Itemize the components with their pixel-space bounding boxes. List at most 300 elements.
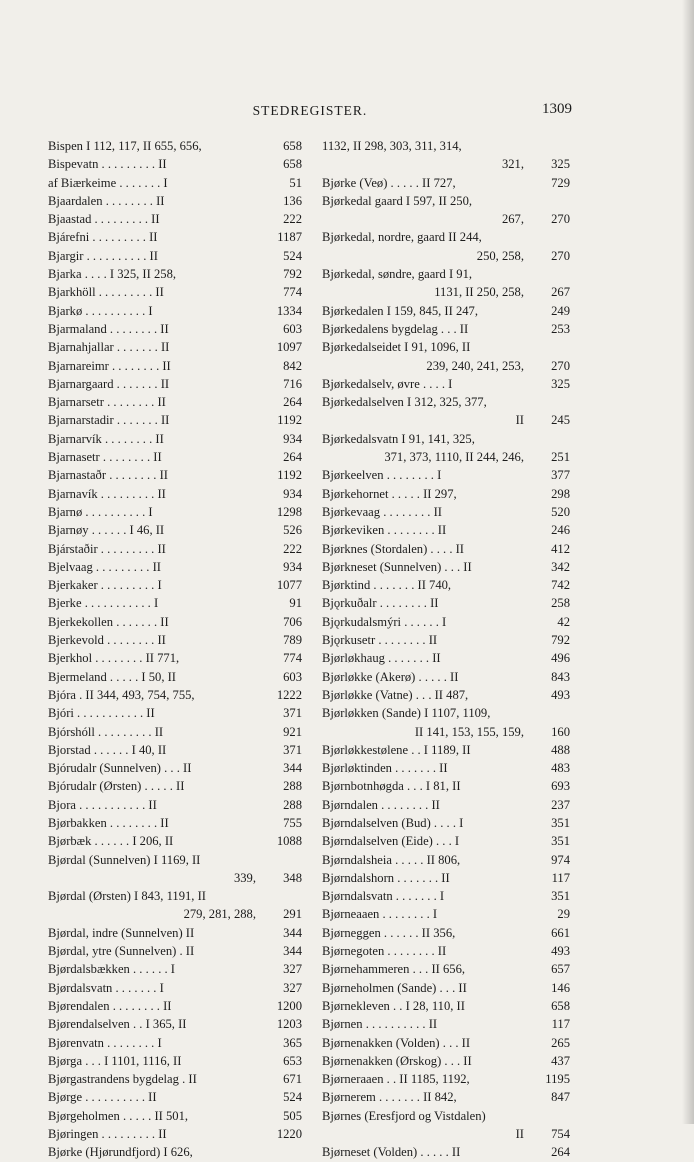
index-entry xyxy=(322,1088,570,1106)
index-entry xyxy=(48,283,302,301)
entry-page-ref: 327 xyxy=(283,962,302,977)
entry-text: Bjerke . . . . . . . . . . . I xyxy=(48,596,159,611)
page-number: 1309 xyxy=(542,101,572,117)
index-column-right xyxy=(322,137,570,1162)
entry-text: 371, 373, 1110, II 244, 246, xyxy=(384,450,524,465)
entry-text: Bjarkø . . . . . . . . . . I xyxy=(48,303,153,318)
entry-page-ref: 789 xyxy=(283,633,302,648)
entry-text: Bjørkneset (Sunnelven) . . . II xyxy=(322,559,472,574)
entry-page-ref: 1334 xyxy=(276,303,302,318)
entry-page-ref: 792 xyxy=(283,267,302,282)
entry-page-ref: 483 xyxy=(551,761,570,776)
index-entry xyxy=(322,137,570,155)
entry-page-ref: 348 xyxy=(283,870,302,885)
entry-page-ref: 246 xyxy=(551,523,570,538)
entry-page-ref: 344 xyxy=(283,944,302,959)
entry-page-ref: 653 xyxy=(283,1053,302,1068)
entry-page-ref: 526 xyxy=(283,523,302,538)
entry-page-ref: 265 xyxy=(551,1035,570,1050)
index-entry xyxy=(48,485,302,503)
entry-text: Bjørnbotnhøgda . . . I 81, II xyxy=(322,779,461,794)
index-entry xyxy=(48,1052,302,1070)
entry-text: Bjørndalshorn . . . . . . . II xyxy=(322,870,450,885)
entry-page-ref: 657 xyxy=(551,962,570,977)
index-entry xyxy=(322,283,570,301)
entry-text: Bjarkhöll . . . . . . . . . II xyxy=(48,285,164,300)
index-entry xyxy=(48,613,302,631)
index-entry xyxy=(48,777,302,795)
entry-page-ref: 774 xyxy=(283,651,302,666)
index-entry xyxy=(322,1070,570,1088)
entry-text: Bjora . . . . . . . . . . . II xyxy=(48,797,157,812)
index-entry xyxy=(48,979,302,997)
entry-page-ref: 270 xyxy=(551,358,570,373)
index-entry xyxy=(322,979,570,997)
index-entry xyxy=(322,1052,570,1070)
index-entry xyxy=(322,430,570,448)
index-entry xyxy=(48,997,302,1015)
entry-page-ref: 488 xyxy=(551,742,570,757)
index-entry xyxy=(322,997,570,1015)
index-entry xyxy=(322,668,570,686)
index-entry xyxy=(322,302,570,320)
entry-text: Bjørndalselven (Eide) . . . I xyxy=(322,834,460,849)
entry-page-ref: 1077 xyxy=(276,578,302,593)
entry-text: Bispevatn . . . . . . . . . II xyxy=(48,157,167,172)
entry-page-ref: 412 xyxy=(551,541,570,556)
entry-text: Bjørløkkestølene . . I 1189, II xyxy=(322,742,471,757)
index-entry xyxy=(48,540,302,558)
entry-page-ref: 671 xyxy=(283,1072,302,1087)
index-entry xyxy=(48,649,302,667)
entry-text: Bjørneset (Volden) . . . . . II xyxy=(322,1145,461,1160)
entry-text: Bjørke (Hjørundfjord) I 626, xyxy=(48,1145,193,1160)
index-entry xyxy=(322,265,570,283)
index-entry xyxy=(322,540,570,558)
entry-page-ref: 117 xyxy=(551,1017,570,1032)
index-entry xyxy=(322,521,570,539)
entry-page-ref: 253 xyxy=(551,321,570,336)
entry-page-ref: 222 xyxy=(283,212,302,227)
entry-page-ref: 245 xyxy=(551,413,570,428)
entry-page-ref: 1298 xyxy=(276,504,302,519)
index-entry xyxy=(322,357,570,375)
entry-text: Bjørneggen . . . . . . II 356, xyxy=(322,925,456,940)
index-entry xyxy=(48,594,302,612)
entry-page-ref: 270 xyxy=(551,248,570,263)
entry-page-ref: 603 xyxy=(283,321,302,336)
entry-page-ref: 524 xyxy=(283,248,302,263)
index-entry xyxy=(322,1015,570,1033)
entry-page-ref: 344 xyxy=(283,925,302,940)
entry-page-ref: 742 xyxy=(551,578,570,593)
entry-text: Bjørnerem . . . . . . . II 842, xyxy=(322,1090,457,1105)
entry-text: 239, 240, 241, 253, xyxy=(426,358,524,373)
entry-page-ref: 524 xyxy=(283,1090,302,1105)
index-entry xyxy=(322,704,570,722)
entry-page-ref: 251 xyxy=(551,450,570,465)
index-entry xyxy=(322,686,570,704)
entry-page-ref: 1192 xyxy=(277,468,302,483)
entry-text: Bjørløktinden . . . . . . . II xyxy=(322,761,448,776)
entry-text: Bjerkhol . . . . . . . . II 771, xyxy=(48,651,180,666)
entry-text: Bjørkehornet . . . . . II 297, xyxy=(322,486,457,501)
entry-page-ref: 658 xyxy=(551,998,570,1013)
entry-text: Bjørdal (Sunnelven) I 1169, II xyxy=(48,852,201,867)
entry-text: Bjørdal, ytre (Sunnelven) . II xyxy=(48,944,195,959)
index-entry xyxy=(48,210,302,228)
index-entry xyxy=(48,576,302,594)
index-entry xyxy=(48,869,302,887)
index-entry xyxy=(322,594,570,612)
entry-page-ref: 264 xyxy=(551,1145,570,1160)
entry-text: Bjarnarsetr . . . . . . . . II xyxy=(48,395,166,410)
entry-text: Bjørbæk . . . . . . I 206, II xyxy=(48,834,174,849)
index-entry xyxy=(322,741,570,759)
entry-text: Bjørkedalselven I 312, 325, 377, xyxy=(322,395,487,410)
entry-text: Bjerkekollen . . . . . . . II xyxy=(48,614,169,629)
entry-text: Bjarnavík . . . . . . . . . II xyxy=(48,486,166,501)
entry-page-ref: 258 xyxy=(551,596,570,611)
entry-text: Bjørnes (Eresfjord og Vistdalen) xyxy=(322,1108,486,1123)
entry-text: Bjørløkken (Sande) I 1107, 1109, xyxy=(322,706,491,721)
entry-page-ref: 351 xyxy=(551,889,570,904)
entry-text: Bjørknes (Stordalen) . . . . II xyxy=(322,541,464,556)
entry-page-ref: 342 xyxy=(551,559,570,574)
entry-text: Bjørgastrandens bygdelag . II xyxy=(48,1072,197,1087)
index-entry xyxy=(322,174,570,192)
entry-page-ref: 377 xyxy=(551,468,570,483)
index-entry xyxy=(48,265,302,283)
index-entry xyxy=(322,814,570,832)
entry-page-ref: 237 xyxy=(551,797,570,812)
entry-page-ref: 934 xyxy=(283,559,302,574)
index-entry xyxy=(322,723,570,741)
entry-page-ref: 754 xyxy=(551,1127,570,1142)
entry-page-ref: 658 xyxy=(283,139,302,153)
index-entry xyxy=(48,357,302,375)
index-entry xyxy=(322,777,570,795)
entry-text: Bjørnehammeren . . . II 656, xyxy=(322,962,466,977)
entry-page-ref: 437 xyxy=(551,1053,570,1068)
index-entry xyxy=(48,832,302,850)
entry-text: Bjørdalsbækken . . . . . . I xyxy=(48,962,175,977)
entry-page-ref: 934 xyxy=(283,486,302,501)
entry-text: II xyxy=(515,413,524,428)
entry-page-ref: 847 xyxy=(551,1090,570,1105)
entry-text: Bjørkeviken . . . . . . . . II xyxy=(322,523,447,538)
entry-text: Bjarnastaðr . . . . . . . . II xyxy=(48,468,168,483)
index-entry xyxy=(48,723,302,741)
index-entry xyxy=(48,1107,302,1125)
entry-text: Bjarnasetr . . . . . . . . II xyxy=(48,450,162,465)
entry-page-ref: 792 xyxy=(551,633,570,648)
entry-text: Bjørnen . . . . . . . . . . II xyxy=(322,1017,438,1032)
entry-text: Bjørndalsheia . . . . . II 806, xyxy=(322,852,461,867)
entry-page-ref: 729 xyxy=(551,175,570,190)
entry-text: 250, 258, xyxy=(476,248,524,263)
entry-page-ref: 1220 xyxy=(276,1127,302,1142)
index-entry xyxy=(322,192,570,210)
entry-page-ref: 1097 xyxy=(276,340,302,355)
entry-page-ref: 146 xyxy=(551,980,570,995)
entry-text: Bjermeland . . . . . I 50, II xyxy=(48,669,177,684)
index-entry xyxy=(48,448,302,466)
entry-page-ref: 267 xyxy=(551,285,570,300)
entry-page-ref: 42 xyxy=(557,614,570,629)
index-entry xyxy=(48,155,302,173)
entry-text: 1131, II 250, 258, xyxy=(434,285,524,300)
entry-text: Bjørkedalseidet I 91, 1096, II xyxy=(322,340,471,355)
index-entry xyxy=(48,924,302,942)
index-entry xyxy=(322,759,570,777)
index-entry xyxy=(322,924,570,942)
entry-page-ref: 755 xyxy=(283,815,302,830)
entry-text: Bjørkevaag . . . . . . . . II xyxy=(322,504,442,519)
entry-text: Bjørnenakken (Ørskog) . . . II xyxy=(322,1053,472,1068)
entry-text: Bjarnø . . . . . . . . . . I xyxy=(48,504,153,519)
entry-text: Bjørnekleven . . I 28, 110, II xyxy=(322,998,465,1013)
entry-text: Bjørneholmen (Sande) . . . II xyxy=(322,980,467,995)
index-entry xyxy=(322,466,570,484)
entry-text: Bispen I 112, 117, II 655, 656, xyxy=(48,139,202,153)
entry-page-ref: 136 xyxy=(283,193,302,208)
index-entry xyxy=(48,375,302,393)
entry-text: Bjarnøy . . . . . . I 46, II xyxy=(48,523,165,538)
index-entry xyxy=(48,466,302,484)
index-entry xyxy=(322,320,570,338)
index-entry xyxy=(322,1125,570,1143)
entry-text: II xyxy=(515,1127,524,1142)
entry-page-ref: 974 xyxy=(551,852,570,867)
entry-page-ref: 658 xyxy=(283,157,302,172)
index-entry xyxy=(48,851,302,869)
entry-text: Bjørkedalen I 159, 845, II 247, xyxy=(322,303,478,318)
entry-page-ref: 371 xyxy=(283,706,302,721)
entry-page-ref: 1222 xyxy=(276,687,302,702)
index-entry xyxy=(322,887,570,905)
index-entry xyxy=(322,411,570,429)
entry-page-ref: 351 xyxy=(551,815,570,830)
entry-page-ref: 774 xyxy=(283,285,302,300)
entry-text: II 141, 153, 155, 159, xyxy=(414,724,524,739)
entry-text: Bjórudalr (Ørsten) . . . . . II xyxy=(48,779,185,794)
entry-text: Bjørkedalens bygdelag . . . II xyxy=(322,321,469,336)
entry-page-ref: 921 xyxy=(283,724,302,739)
index-entry xyxy=(322,960,570,978)
index-entry xyxy=(48,137,302,155)
index-entry xyxy=(48,942,302,960)
entry-page-ref: 91 xyxy=(289,596,302,611)
entry-text: Bjǫrkudalsmýri . . . . . . I xyxy=(322,614,447,629)
index-entry xyxy=(322,1107,570,1125)
entry-page-ref: 493 xyxy=(551,944,570,959)
page-edge-shadow xyxy=(682,0,694,1124)
index-column-left xyxy=(48,137,302,1162)
running-title: STEDREGISTER. xyxy=(252,103,368,118)
entry-text: Bjørbakken . . . . . . . . II xyxy=(48,815,169,830)
index-entry xyxy=(48,558,302,576)
entry-page-ref: 117 xyxy=(551,870,570,885)
entry-text: Bjǫrkusetr . . . . . . . . II xyxy=(322,633,438,648)
entry-page-ref: 505 xyxy=(283,1108,302,1123)
entry-page-ref: 249 xyxy=(551,303,570,318)
entry-text: 267, xyxy=(501,212,524,227)
entry-page-ref: 603 xyxy=(283,669,302,684)
entry-text: Bjórudalr (Sunnelven) . . . II xyxy=(48,761,192,776)
index-entry xyxy=(48,1015,302,1033)
entry-page-ref: 1200 xyxy=(276,998,302,1013)
index-entry xyxy=(322,210,570,228)
index-entry xyxy=(322,228,570,246)
entry-text: Bjarnahjallar . . . . . . . II xyxy=(48,340,170,355)
entry-text: Bjørga . . . I 1101, 1116, II xyxy=(48,1053,182,1068)
index-entry xyxy=(322,375,570,393)
page-header xyxy=(48,101,572,121)
entry-page-ref: 264 xyxy=(283,395,302,410)
index-entry xyxy=(48,1143,302,1161)
entry-text: Bjaardalen . . . . . . . . II xyxy=(48,193,165,208)
entry-text: Bjørnenakken (Volden) . . . II xyxy=(322,1035,471,1050)
entry-text: Bjárstaðir . . . . . . . . . II xyxy=(48,541,166,556)
entry-page-ref: 325 xyxy=(551,157,570,172)
index-entry xyxy=(48,887,302,905)
entry-text: Bjelvaag . . . . . . . . . II xyxy=(48,559,161,574)
entry-text: Bjørktind . . . . . . . II 740, xyxy=(322,578,452,593)
index-entry xyxy=(322,942,570,960)
entry-page-ref: 160 xyxy=(551,724,570,739)
index-entry xyxy=(48,430,302,448)
entry-text: Bjørkedal, søndre, gaard I 91, xyxy=(322,267,473,282)
entry-text: Bjørendalen . . . . . . . . II xyxy=(48,998,172,1013)
index-entry xyxy=(322,558,570,576)
index-entry xyxy=(322,1034,570,1052)
entry-text: Bjørndalsvatn . . . . . . . I xyxy=(322,889,445,904)
entry-text: Bjørneraaen . . II 1185, 1192, xyxy=(322,1072,470,1087)
entry-text: Bjørendalselven . . I 365, II xyxy=(48,1017,187,1032)
index-entry xyxy=(322,576,570,594)
entry-text: 279, 281, 288, xyxy=(183,907,256,922)
index-entry xyxy=(322,1143,570,1161)
index-entry xyxy=(48,960,302,978)
entry-text: Bjørløkhaug . . . . . . . II xyxy=(322,651,441,666)
index-entry xyxy=(48,631,302,649)
entry-text: Bjørkedalselv, øvre . . . . I xyxy=(322,376,453,391)
entry-page-ref: 493 xyxy=(551,687,570,702)
entry-page-ref: 325 xyxy=(551,376,570,391)
index-entry xyxy=(322,631,570,649)
index-entry xyxy=(48,393,302,411)
entry-text: Bjørløkke (Akerø) . . . . . II xyxy=(322,669,459,684)
index-entry xyxy=(322,338,570,356)
entry-page-ref: 222 xyxy=(283,541,302,556)
index-entry xyxy=(48,668,302,686)
entry-text: Bjørke (Veø) . . . . . II 727, xyxy=(322,175,456,190)
index-entry xyxy=(48,741,302,759)
entry-text: Bjarka . . . . I 325, II 258, xyxy=(48,267,177,282)
entry-page-ref: 288 xyxy=(283,797,302,812)
entry-text: Bjørenvatn . . . . . . . . I xyxy=(48,1035,162,1050)
entry-text: Bjarnareimr . . . . . . . . II xyxy=(48,358,171,373)
entry-page-ref: 716 xyxy=(283,376,302,391)
index-entry xyxy=(322,485,570,503)
index-entry xyxy=(48,247,302,265)
index-entry xyxy=(48,320,302,338)
entry-page-ref: 344 xyxy=(283,761,302,776)
entry-text: Bjørneaaen . . . . . . . . I xyxy=(322,907,438,922)
index-entry xyxy=(48,686,302,704)
entry-text: 1132, II 298, 303, 311, 314, xyxy=(322,139,462,153)
entry-page-ref: 706 xyxy=(283,614,302,629)
entry-text: Bjørkedalsvatn I 91, 141, 325, xyxy=(322,431,475,446)
entry-text: Bjargir . . . . . . . . . . II xyxy=(48,248,158,263)
entry-text: Bjarnarvík . . . . . . . . II xyxy=(48,431,164,446)
index-entry xyxy=(48,338,302,356)
entry-text: Bjórshóll . . . . . . . . . II xyxy=(48,724,164,739)
index-entry xyxy=(48,228,302,246)
entry-text: Bjerkevold . . . . . . . . II xyxy=(48,633,166,648)
index-entry xyxy=(48,521,302,539)
index-entry xyxy=(322,155,570,173)
entry-page-ref: 843 xyxy=(551,669,570,684)
entry-page-ref: 1187 xyxy=(277,230,302,245)
index-entry xyxy=(322,851,570,869)
index-entry xyxy=(48,1034,302,1052)
entry-text: Bjørndalen . . . . . . . . II xyxy=(322,797,440,812)
entry-text: Bjørnegoten . . . . . . . . II xyxy=(322,944,447,959)
entry-text: Bjóri . . . . . . . . . . . II xyxy=(48,706,155,721)
entry-text: Bjøringen . . . . . . . . . II xyxy=(48,1127,167,1142)
entry-text: Bjóra . II 344, 493, 754, 755, xyxy=(48,687,195,702)
index-entry xyxy=(322,247,570,265)
entry-page-ref: 264 xyxy=(283,450,302,465)
entry-text: Bjørgeholmen . . . . . II 501, xyxy=(48,1108,189,1123)
entry-text: Bjørkedal, nordre, gaard II 244, xyxy=(322,230,482,245)
index-entry xyxy=(322,905,570,923)
entry-page-ref: 288 xyxy=(283,779,302,794)
entry-text: Bjarnarstadir . . . . . . . II xyxy=(48,413,170,428)
entry-text: Bjorstad . . . . . . I 40, II xyxy=(48,742,167,757)
index-entry xyxy=(48,1088,302,1106)
index-entry xyxy=(322,393,570,411)
entry-page-ref: 934 xyxy=(283,431,302,446)
index-entry xyxy=(48,192,302,210)
entry-page-ref: 291 xyxy=(283,907,302,922)
entry-text: Bjaastad . . . . . . . . . II xyxy=(48,212,160,227)
entry-page-ref: 1203 xyxy=(276,1017,302,1032)
index-entry xyxy=(48,905,302,923)
entry-text: Bjarnargaard . . . . . . . II xyxy=(48,376,170,391)
entry-page-ref: 351 xyxy=(551,834,570,849)
index-entry xyxy=(48,759,302,777)
entry-text: af Biærkeime . . . . . . . I xyxy=(48,175,168,190)
index-entry xyxy=(48,796,302,814)
entry-text: Bjárefni . . . . . . . . . II xyxy=(48,230,158,245)
entry-text: Bjørkedal gaard I 597, II 250, xyxy=(322,193,473,208)
entry-page-ref: 298 xyxy=(551,486,570,501)
entry-page-ref: 371 xyxy=(283,742,302,757)
index-entry xyxy=(48,1125,302,1143)
index-entry xyxy=(48,174,302,192)
entry-page-ref: 51 xyxy=(289,175,302,190)
entry-text: Bjørdal, indre (Sunnelven) II xyxy=(48,925,195,940)
entry-text: Bjarmaland . . . . . . . . II xyxy=(48,321,169,336)
index-entry xyxy=(48,302,302,320)
index-entry xyxy=(48,411,302,429)
index-entry xyxy=(48,814,302,832)
entry-page-ref: 270 xyxy=(551,212,570,227)
entry-text: Bjørløkke (Vatne) . . . II 487, xyxy=(322,687,469,702)
